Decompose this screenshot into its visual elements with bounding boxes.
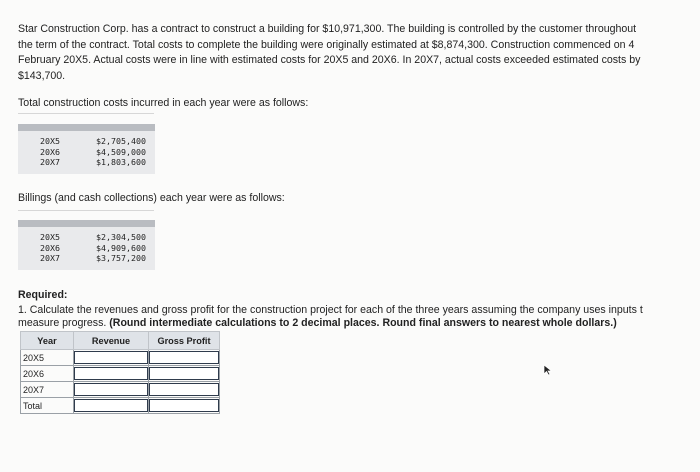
problem-line-3: February 20X5. Actual costs were in line with estimated costs for 20X5 and 20X6. In 20X7, actual costs exceeded estimated costs by: [18, 54, 641, 67]
billings-row: [18, 243, 155, 254]
costs-row: [18, 147, 155, 158]
gross-profit-input-20x6[interactable]: [149, 367, 219, 380]
gross-profit-header: Gross Profit: [149, 332, 220, 350]
revenue-input-20x7[interactable]: [74, 383, 148, 396]
problem-line-4: $143,700.: [18, 69, 66, 82]
gross-profit-cell: [149, 382, 220, 398]
mouse-pointer-icon: [543, 364, 553, 376]
costs-amount: $4,509,000: [96, 146, 146, 157]
rounding-instruction: (Round intermediate calculations to 2 decimal places. Round final answers to nearest whole dollars.): [109, 316, 617, 329]
gross-profit-cell: [149, 350, 220, 366]
row-label: 20X5: [21, 350, 74, 366]
billings-year: 20X6: [40, 242, 60, 253]
answer-header-row: [21, 332, 220, 350]
billings-row: [18, 232, 155, 243]
billings-amount: $3,757,200: [96, 253, 146, 263]
revenue-input-20x6[interactable]: [74, 367, 148, 380]
row-label: 20X7: [21, 382, 74, 398]
billings-row: [18, 253, 155, 264]
gross-profit-input-20x7[interactable]: [149, 383, 219, 396]
problem-line-1: Star Construction Corp. has a contract to construct a building for $10,971,300. The building is controlled by the customer throughout: [18, 23, 637, 35]
costs-row: [18, 136, 155, 147]
table-row: [21, 350, 220, 366]
revenue-cell: [74, 350, 149, 366]
costs-amount: $2,705,400: [96, 136, 146, 146]
revenue-input-20x5[interactable]: [74, 351, 148, 364]
billings-intro: Billings (and cash collections) each year were as follows:: [18, 192, 285, 204]
billings-amount: $2,304,500: [96, 232, 146, 242]
year-header: Year: [21, 332, 74, 350]
costs-year: 20X6: [40, 146, 60, 157]
required-heading: Required:: [18, 289, 68, 301]
problem-line-2: the term of the contract. Total costs to complete the building were originally estimated at $8,874,300. Construction commenced on 4: [18, 38, 635, 51]
revenue-input-total[interactable]: [74, 399, 148, 412]
costs-year: 20X5: [40, 136, 60, 146]
revenue-cell: [74, 382, 149, 398]
costs-intro: Total construction costs incurred in each year were as follows:: [18, 97, 309, 109]
billings-year: 20X7: [40, 253, 60, 263]
billings-year: 20X5: [40, 232, 60, 242]
table-row: [21, 382, 220, 398]
costs-table: [18, 124, 155, 174]
required-line-2-text: measure progress.: [18, 316, 107, 329]
problem-statement: [18, 22, 700, 84]
costs-row: [18, 157, 155, 168]
answer-table: [20, 331, 220, 414]
billings-table: [18, 220, 155, 270]
gross-profit-input-20x5[interactable]: [149, 351, 219, 364]
revenue-header: Revenue: [74, 332, 149, 350]
costs-amount: $1,803,600: [96, 157, 146, 167]
separator: [18, 210, 154, 211]
gross-profit-cell: [149, 366, 220, 382]
row-label: Total: [21, 398, 74, 414]
required-line-1: 1. Calculate the revenues and gross profit for the construction project for each of the three years assuming the company uses inputs t: [18, 304, 643, 316]
table-row: [21, 366, 220, 382]
gross-profit-input-total[interactable]: [149, 399, 219, 412]
row-label: 20X6: [21, 366, 74, 382]
costs-year: 20X7: [40, 157, 60, 167]
revenue-cell: [74, 398, 149, 414]
billings-amount: $4,909,600: [96, 242, 146, 253]
required-line-2: [18, 317, 643, 330]
separator: [18, 113, 154, 114]
table-row: [21, 398, 220, 414]
gross-profit-cell: [149, 398, 220, 414]
revenue-cell: [74, 366, 149, 382]
required-instructions: [18, 304, 643, 329]
